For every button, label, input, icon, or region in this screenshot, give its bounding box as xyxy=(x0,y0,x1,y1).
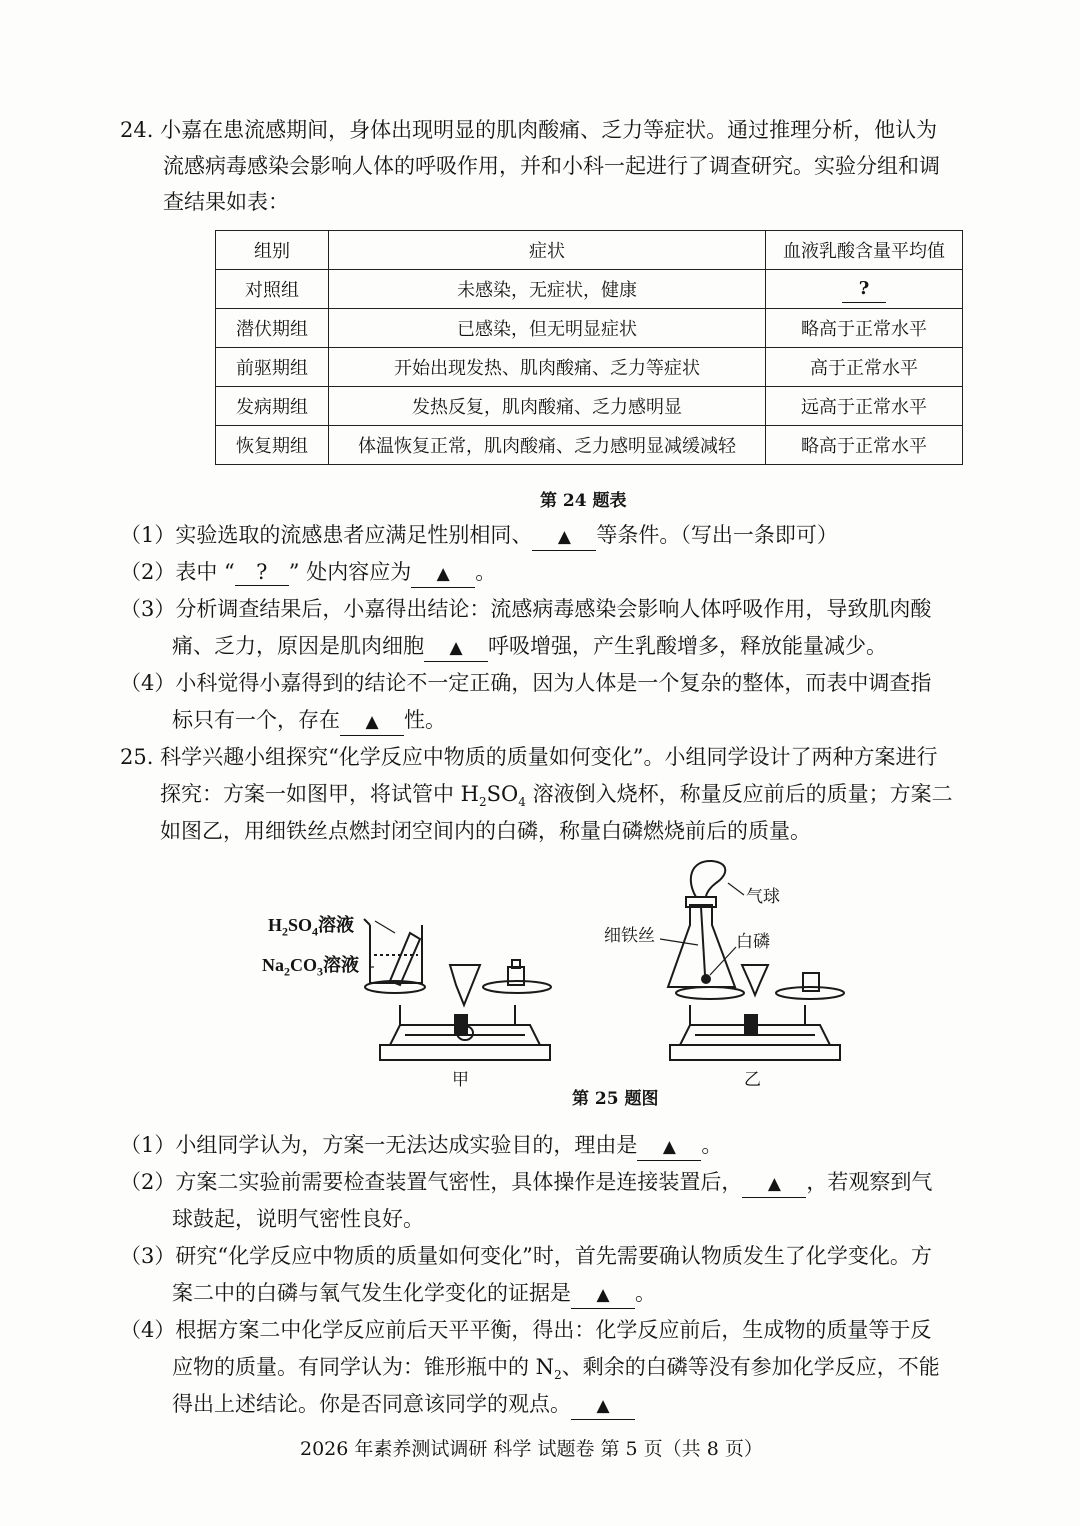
label-yi: 乙 xyxy=(744,1070,761,1090)
q24-sub3-line-1: （3）分析调查结果后，小嘉得出结论：流感病毒感染会影响人体呼吸作用，导致肌肉酸 xyxy=(120,597,932,621)
answer-blank[interactable]: ▲ xyxy=(340,709,404,736)
q24-sub2-text-end: 。 xyxy=(475,560,497,584)
answer-blank[interactable]: ▲ xyxy=(424,635,488,662)
formula-part: SO xyxy=(288,915,313,935)
subscript: 3 xyxy=(317,964,323,979)
figure-caption: 第 25 题图 xyxy=(572,1089,659,1109)
q25-sub3-text: 案二中的白磷与氧气发生化学变化的证据是 xyxy=(172,1281,571,1305)
q25-stem-text: 探究：方案一如图甲，将试管中 H xyxy=(160,782,479,806)
label-leader xyxy=(710,947,736,975)
q25-sub1-text: （1）小组同学认为，方案一无法达成实验目的，理由是 xyxy=(120,1133,638,1157)
label-leader xyxy=(375,921,395,933)
label-na2co3 xyxy=(262,955,359,982)
table-caption: 第 24 题表 xyxy=(540,491,627,511)
q25-stem-text: SO xyxy=(486,782,519,806)
cell-lactic: 远高于正常水平 xyxy=(766,387,963,426)
q24-stem-line-3: 查结果如表： xyxy=(163,190,289,214)
q24-sub1 xyxy=(120,520,838,551)
answer-blank[interactable]: ▲ xyxy=(532,524,596,551)
label-leader xyxy=(728,883,744,895)
iron-wire-shape xyxy=(701,907,705,975)
q25-sub3-text-end: 。 xyxy=(635,1281,656,1305)
q25-sub3-line-1: （3）研究“化学反应中物质的质量如何变化”时，首先需要确认物质发生了化学变化。方 xyxy=(120,1244,932,1268)
q25-stem-text: 溶液倒入烧杯，称量反应前后的质量；方案二 xyxy=(525,782,953,806)
white-phosphorus-dot xyxy=(702,975,710,983)
table-header-row xyxy=(216,231,963,270)
q24-sub1-text-end: 等条件。（写出一条即可） xyxy=(596,523,838,547)
header-group: 组别 xyxy=(216,231,329,270)
cell-group: 发病期组 xyxy=(216,387,329,426)
answer-blank[interactable]: ▲ xyxy=(742,1171,806,1198)
q25-sub4-line-1: （4）根据方案二中化学反应前后天平平衡，得出：化学反应前后，生成物的质量等于反 xyxy=(120,1318,932,1342)
label-h2so4 xyxy=(268,915,354,942)
q25-sub2-text: （2）方案二实验前需要检查装置气密性，具体操作是连接装置后， xyxy=(120,1170,743,1194)
cell-lactic: 略高于正常水平 xyxy=(766,426,963,465)
cell-symptom: 发热反复，肌肉酸痛、乏力感明显 xyxy=(329,387,766,426)
q24-sub4-line-2 xyxy=(172,705,446,736)
answer-blank-question[interactable]: ? xyxy=(842,276,886,303)
cell-symptom: 未感染，无症状，健康 xyxy=(329,270,766,309)
page-footer: 2026 年素养测试调研 科学 试题卷 第 5 页（共 8 页） xyxy=(300,1438,763,1460)
cell-symptom: 开始出现发热、肌肉酸痛、乏力等症状 xyxy=(329,348,766,387)
right-pan xyxy=(483,981,551,993)
q25-sub4-text: 应物的质量。有同学认为：锥形瓶中的 N xyxy=(172,1355,555,1379)
q25-stem-line-2 xyxy=(160,779,953,817)
table-row xyxy=(216,348,963,387)
q24-sub2-text: （2）表中 “ xyxy=(120,560,235,584)
cell-group: 前驱期组 xyxy=(216,348,329,387)
subscript: 2 xyxy=(282,924,289,939)
q24-table xyxy=(215,230,963,465)
label-iron-wire: 细铁丝 xyxy=(604,926,655,946)
q24-sub2 xyxy=(120,557,496,588)
q25-sub4-line-3 xyxy=(172,1389,635,1420)
cell-lactic: 略高于正常水平 xyxy=(766,309,963,348)
pointer-stand xyxy=(742,965,768,995)
label-jia: 甲 xyxy=(452,1070,469,1090)
answer-blank[interactable]: ▲ xyxy=(411,561,475,588)
weight xyxy=(508,967,524,985)
pointer-stand xyxy=(450,965,480,1005)
subscript: 2 xyxy=(554,1368,562,1383)
q25-sub1-text-end: 。 xyxy=(701,1133,723,1157)
q25-sub2-text-end: ，若观察到气 xyxy=(806,1170,933,1194)
q24-stem-line-2: 流感病毒感染会影响人体的呼吸作用，并和小科一起进行了调查研究。实验分组和调 xyxy=(163,154,940,178)
label-white-phosphorus: 白磷 xyxy=(736,932,770,952)
cell-group: 潜伏期组 xyxy=(216,309,329,348)
header-lactic: 血液乳酸含量平均值 xyxy=(766,231,963,270)
q24-sub3-text: 痛、乏力，原因是肌肉细胞 xyxy=(172,634,424,658)
answer-blank[interactable]: ▲ xyxy=(571,1282,635,1309)
cell-lactic xyxy=(766,270,963,309)
slider xyxy=(745,1015,757,1033)
balloon-shape xyxy=(691,861,725,897)
q24-sub4-text: 标只有一个，存在 xyxy=(172,708,340,732)
q25-stem-line-3: 如图乙，用细铁丝点燃封闭空间内的白磷，称量白磷燃烧前后的质量。 xyxy=(160,819,811,843)
q25-sub2-line-1 xyxy=(120,1167,932,1198)
right-pan xyxy=(776,987,844,999)
q25-sub4-text: 、剩余的白磷等没有参加化学反应，不能 xyxy=(561,1355,940,1379)
formula-part: H xyxy=(268,915,283,935)
balance-base xyxy=(670,1045,840,1060)
subscript: 2 xyxy=(284,964,290,979)
table-row xyxy=(216,270,963,309)
q25-stem-line-1: 25. 科学兴趣小组探究“化学反应中物质的质量如何变化”。小组同学设计了两种方案进行 xyxy=(120,745,938,769)
q25-sub4-text: 得出上述结论。你是否同意该同学的观点。 xyxy=(172,1392,571,1416)
q25-sub1 xyxy=(120,1130,722,1161)
answer-blank[interactable]: ▲ xyxy=(571,1393,635,1420)
cell-group: 对照组 xyxy=(216,270,329,309)
cell-lactic: 高于正常水平 xyxy=(766,348,963,387)
q24-sub2-text-mid: ” 处内容应为 xyxy=(288,560,412,584)
q24-sub3-line-2 xyxy=(172,631,887,662)
subscript: 4 xyxy=(518,795,526,810)
formula-part: CO xyxy=(290,955,317,975)
weight xyxy=(803,973,819,991)
subscript: 2 xyxy=(479,795,487,810)
formula-part: 溶液 xyxy=(318,915,355,935)
table-row xyxy=(216,387,963,426)
table-row xyxy=(216,309,963,348)
subscript: 4 xyxy=(312,924,319,939)
formula-part: 溶液 xyxy=(323,955,359,975)
label-leader xyxy=(660,939,698,945)
balance-base xyxy=(380,1045,550,1060)
balance-jia xyxy=(364,919,551,1060)
q24-sub4-text-end: 性。 xyxy=(404,708,446,732)
cell-symptom: 已感染，但无明显症状 xyxy=(329,309,766,348)
answer-blank[interactable]: ▲ xyxy=(637,1134,701,1161)
q24-sub3-text-end: 呼吸增强，产生乳酸增多，释放能量减少。 xyxy=(488,634,887,658)
header-symptom: 症状 xyxy=(329,231,766,270)
q24-sub1-text: （1）实验选取的流感患者应满足性别相同、 xyxy=(120,523,533,547)
q24-sub4-line-1: （4）小科觉得小嘉得到的结论不一定正确，因为人体是一个复杂的整体，而表中调查指 xyxy=(120,671,932,695)
cell-symptom: 体温恢复正常，肌肉酸痛、乏力感明显减缓减轻 xyxy=(329,426,766,465)
q24-stem-line-1: 24. 小嘉在患流感期间，身体出现明显的肌肉酸痛、乏力等症状。通过推理分析，他认为 xyxy=(120,118,938,142)
beaker-lip xyxy=(364,919,370,925)
q25-sub2-line-2: 球鼓起，说明气密性良好。 xyxy=(172,1207,424,1231)
q25-sub3-line-2 xyxy=(172,1278,656,1309)
table-row xyxy=(216,426,963,465)
left-pan xyxy=(676,987,744,999)
test-tube xyxy=(390,933,420,985)
formula-part: Na xyxy=(262,955,284,975)
question-mark-blank: ? xyxy=(235,559,289,586)
q25-sub4-line-2 xyxy=(172,1352,940,1390)
cell-group: 恢复期组 xyxy=(216,426,329,465)
label-balloon: 气球 xyxy=(746,887,780,907)
